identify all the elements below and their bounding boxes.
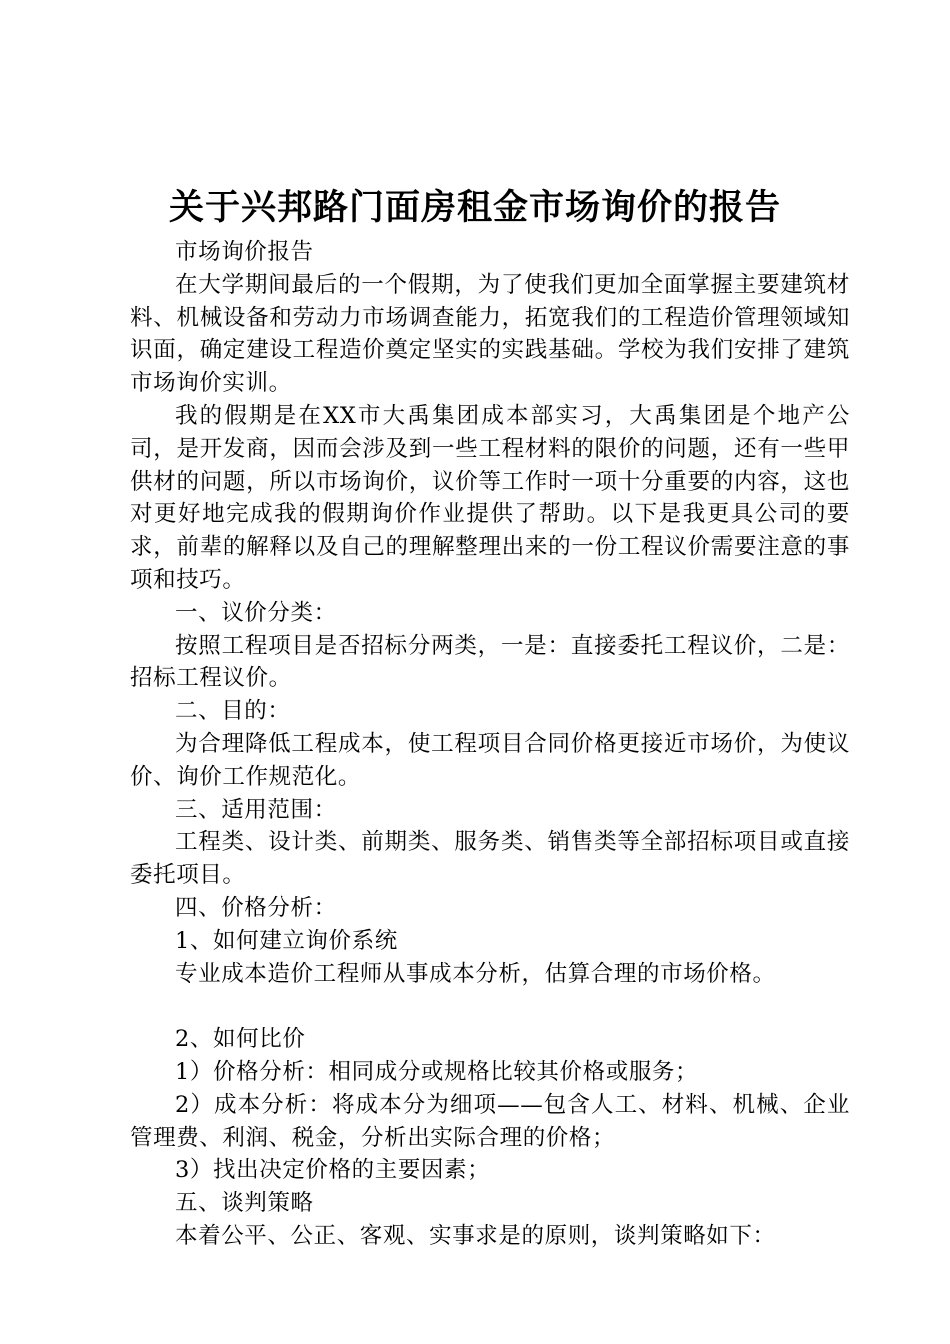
paragraph: 工程类、设计类、前期类、服务类、销售类等全部招标项目或直接委托项目。 [130, 829, 850, 889]
section-heading: 一、议价分类： [175, 599, 337, 626]
paragraph: 按照工程项目是否招标分两类，一是：直接委托工程议价，二是：招标工程议价。 [130, 632, 850, 692]
section-heading: 四、价格分析： [175, 894, 337, 921]
subsection-heading: 2、如何比价 [175, 1026, 306, 1053]
paragraph: 在大学期间最后的一个假期，为了使我们更加全面掌握主要建筑材料、机械设备和劳动力市场调查能力，拓宽我们的工程造价管理领域知识面，确定建设工程造价奠定坚实的实践基础。学校为我们安排了建筑市场询价实训。 [130, 271, 850, 397]
paragraph: 我的假期是在XX市大禹集团成本部实习，大禹集团是个地产公司，是开发商，因而会涉及到一些工程材料的限价的问题，还有一些甲供材的问题，所以市场询价，议价等工作时一项十分重要的内容，这也对更好地完成我的假期询价作业提供了帮助。以下是我更具公司的要求，前辈的解释以及自己的理解整理出来的一份工程议价需要注意的事项和技巧。 [130, 402, 850, 593]
paragraph: 为合理降低工程成本，使工程项目合同价格更接近市场价，为使议价、询价工作规范化。 [130, 730, 850, 790]
section-heading: 三、适用范围： [175, 796, 337, 823]
section-heading: 二、目的： [175, 698, 291, 725]
section-heading: 五、谈判策略 [175, 1190, 314, 1217]
document-title: 关于兴邦路门面房租金市场询价的报告 [168, 188, 781, 228]
paragraph: 市场询价报告 [175, 239, 314, 265]
list-item: 3）找出决定价格的主要因素； [175, 1157, 491, 1184]
paragraph: 本着公平、公正、客观、实事求是的原则，谈判策略如下： [175, 1222, 776, 1249]
document-body [130, 236, 850, 1253]
subsection-heading: 1、如何建立询价系统 [175, 927, 398, 954]
blank-line [130, 990, 850, 1023]
list-item: 2）成本分析：将成本分为细项——包含人工、材料、机械、企业管理费、利润、税金，分析出实际合理的价格； [130, 1091, 850, 1151]
list-item: 1）价格分析：相同成分或规格比较其价格或服务； [175, 1058, 699, 1085]
paragraph: 专业成本造价工程师从事成本分析，估算合理的市场价格。 [175, 960, 776, 987]
